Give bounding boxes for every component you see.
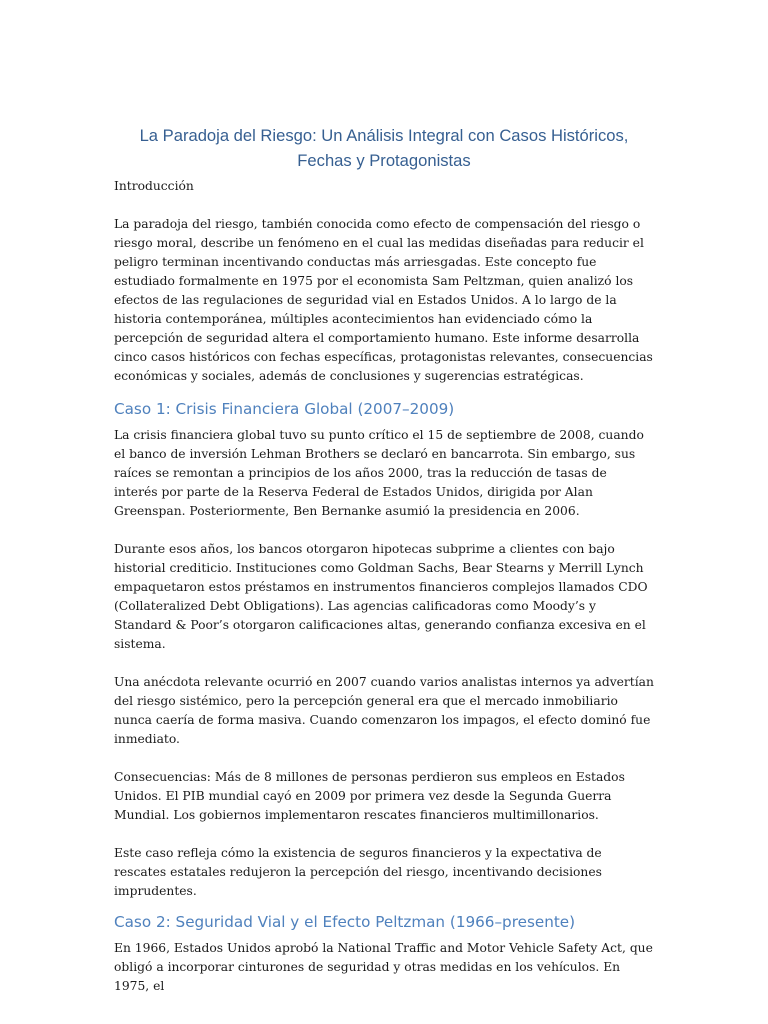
section-heading-caso-1: Caso 1: Crisis Financiera Global (2007–2009) bbox=[114, 400, 455, 418]
caso-1-paragraph-4: Consecuencias: Más de 8 millones de personas perdieron sus empleos en Estados Unidos. El PIB mundial cayó en 2009 por primera vez desde la Segunda Guerra Mundial. Los gobiernos implementaron rescates financieros multimillonarios. bbox=[114, 770, 625, 822]
caso-1-paragraph-3: Una anécdota relevante ocurrió en 2007 cuando varios analistas internos ya advertían del riesgo sistémico, pero la percepción general era que el mercado inmobiliario nunca caería de forma masiva. Cuando comenzaron los impagos, el efecto dominó fue inmediato. bbox=[114, 675, 654, 746]
intro-label: Introducción bbox=[114, 179, 194, 193]
section-heading-caso-2: Caso 2: Seguridad Vial y el Efecto Peltzman (1966–presente) bbox=[114, 913, 576, 931]
intro-paragraph: La paradoja del riesgo, también conocida como efecto de compensación del riesgo o riesgo moral, describe un fenómeno en el cual las medidas diseñadas para reducir el peligro terminan incentivando conductas más arriesgadas. Este concepto fue estudiado formalmente en 1975 por el economista Sam Peltzman, quien analizó los efectos de las regulaciones de seguridad vial en Estados Unidos. A lo largo de la historia contemporánea, múltiples acontecimientos han evidenciado cómo la percepción de seguridad altera el comportamiento humano. Este informe desarrolla cinco casos históricos con fechas específicas, protagonistas relevantes, consecuencias económicas y sociales, además de conclusiones y sugerencias estratégicas. bbox=[114, 217, 653, 383]
document-body bbox=[114, 123, 654, 996]
document-title: La Paradoja del Riesgo: Un Análisis Integral con Casos Históricos, Fechas y Protagonistas bbox=[139, 126, 629, 170]
caso-2-paragraph-1: En 1966, Estados Unidos aprobó la National Traffic and Motor Vehicle Safety Act, que obligó a incorporar cinturones de seguridad y otras medidas en los vehículos. En 1975, el bbox=[114, 941, 653, 993]
caso-1-paragraph-5: Este caso refleja cómo la existencia de seguros financieros y la expectativa de rescates estatales redujeron la percepción del riesgo, incentivando decisiones imprudentes. bbox=[114, 846, 602, 898]
caso-1-paragraph-2: Durante esos años, los bancos otorgaron hipotecas subprime a clientes con bajo historial crediticio. Instituciones como Goldman Sachs, Bear Stearns y Merrill Lynch empaquetaron estos préstamos en instrumentos financieros complejos llamados CDO (Collateralized Debt Obligations). Las agencias calificadoras como Moody’s y Standard & Poor’s otorgaron calificaciones altas, generando confianza excesiva en el sistema. bbox=[114, 542, 648, 651]
caso-1-paragraph-1: La crisis financiera global tuvo su punto crítico el 15 de septiembre de 2008, cuando el banco de inversión Lehman Brothers se declaró en bancarrota. Sin embargo, sus raíces se remontan a principios de los años 2000, tras la reducción de tasas de interés por parte de la Reserva Federal de Estados Unidos, dirigida por Alan Greenspan. Posteriormente, Ben Bernanke asumió la presidencia en 2006. bbox=[114, 428, 644, 518]
